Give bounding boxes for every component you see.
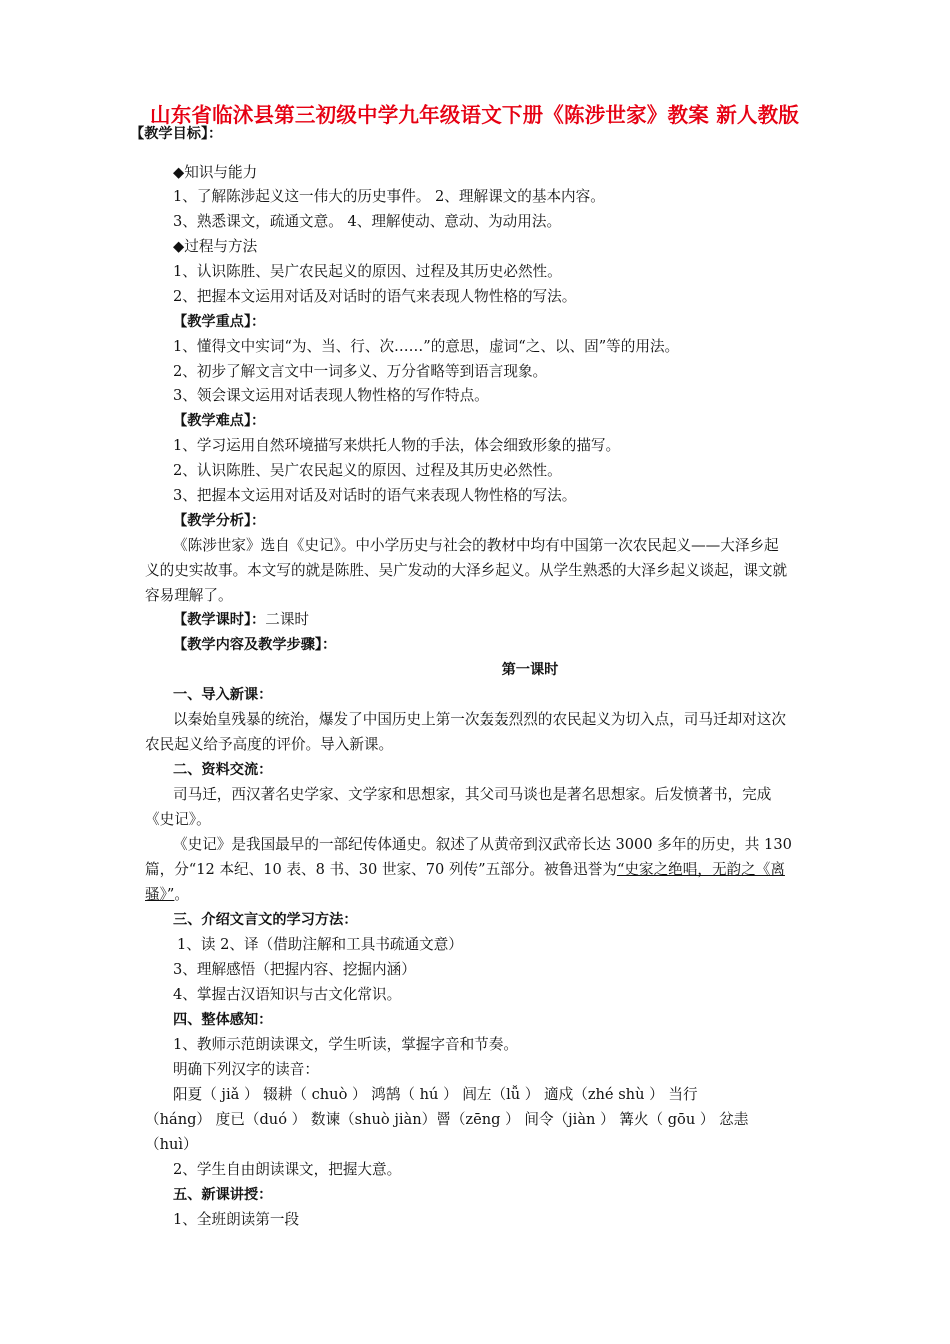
section-heading: 四、整体感知： [173, 1012, 273, 1028]
section-line: 明确下列汉字的读音： [173, 1061, 319, 1078]
section-line: 1、全班朗读第一段 [173, 1211, 300, 1228]
underlined-quote: 骚》” [145, 886, 175, 903]
hours-value: 二课时 [265, 611, 310, 628]
underlined-quote: “史家之绝唱，无韵之《离 [616, 861, 785, 878]
section-line: 司马迁，西汉著名史学家、文学家和思想家，其父司马谈也是著名思想家。后发愤著书，完成 [173, 786, 772, 803]
process-line: 2、把握本文运用对话及对话时的语气来表现人物性格的写法。 [173, 288, 577, 305]
keypoint-line: 2、初步了解文言文中一词多义、万分省略等到语言现象。 [173, 363, 548, 380]
section-text: 篇，分“12 本纪、10 表、8 书、30 世家、70 列传”五部分。被鲁迅誉为 [145, 861, 617, 878]
section-heading: 三、介绍文言文的学习方法： [173, 912, 358, 928]
section-line: 《史记》。 [145, 811, 211, 828]
pronunciation-line: （huì） [145, 1136, 198, 1153]
keypoint-line: 1、懂得文中实词“为、当、行、次……”的意思，虚词“之、以、固”等的用法。 [173, 338, 680, 355]
objective-line: 3、熟悉课文，疏通文意。 4、理解使动、意动、为动用法。 [173, 213, 562, 230]
section-line: 农民起义给予高度的评价。导入新课。 [145, 736, 394, 753]
process-line: 1、认识陈胜、吴广农民起义的原因、过程及其历史必然性。 [173, 263, 562, 280]
analysis-line: 容易理解了。 [145, 587, 233, 604]
section-line: 《史记》是我国最早的一部纪传体通史。叙述了从黄帝到汉武帝长达 3000 多年的历史，共 130 [173, 836, 792, 853]
objective-line: 1、了解陈涉起义这一伟大的历史事件。 2、理解课文的基本内容。 [173, 188, 605, 205]
analysis-line: 《陈涉世家》选自《史记》。中小学历史与社会的教材中均有中国第一次农民起义——大泽乡起 [173, 537, 779, 554]
process-heading: ◆过程与方法 [173, 238, 258, 255]
document-title: 山东省临沭县第三初级中学九年级语文下册《陈涉世家》教案 新人教版 [150, 103, 800, 127]
objectives-heading: 【教学目标】： [130, 126, 223, 142]
section-line: 1、读 2、译（借助注解和工具书疏通文意） [177, 936, 463, 953]
difficulty-line: 2、认识陈胜、吴广农民起义的原因、过程及其历史必然性。 [173, 462, 562, 479]
pronunciation-line: 阳夏（ jiǎ ） 辍耕（ chuò ） 鸿鹄（ hú ） 闾左（lǚ ） 適戍（zhé shù ） 当行 [173, 1086, 698, 1103]
section-line: 3、理解感悟（把握内容、挖掘内涵） [173, 961, 416, 978]
section-line: 2、学生自由朗读课文，把握大意。 [173, 1161, 402, 1178]
hours-heading: 【教学课时】： [173, 612, 266, 628]
difficulty-line: 1、学习运用自然环境描写来烘托人物的手法，体会细致形象的描写。 [173, 437, 621, 454]
analysis-line: 义的史实故事。本文写的就是陈胜、吴广发动的大泽乡起义。从学生熟悉的大泽乡起义谈起，课文就 [145, 562, 788, 579]
section-line: 1、教师示范朗读课文，学生听读，掌握字音和节奏。 [173, 1036, 518, 1053]
difficulties-heading: 【教学难点】： [173, 413, 266, 429]
section-line [145, 885, 189, 905]
section-heading: 五、新课讲授： [173, 1187, 273, 1203]
section-heading: 二、资料交流： [173, 762, 273, 778]
content-heading: 【教学内容及教学步骤】： [173, 637, 337, 653]
keypoints-heading: 【教学重点】： [173, 314, 266, 330]
knowledge-heading: ◆知识与能力 [173, 164, 258, 181]
lesson-title: 第一课时 [501, 662, 559, 678]
section-line: 4、掌握古汉语知识与古文化常识。 [173, 986, 402, 1003]
hours-row [173, 610, 309, 630]
section-line [145, 860, 785, 880]
difficulty-line: 3、把握本文运用对话及对话时的语气来表现人物性格的写法。 [173, 487, 577, 504]
keypoint-line: 3、领会课文运用对话表现人物性格的写作特点。 [173, 387, 489, 404]
section-text: 。 [174, 886, 189, 903]
section-heading: 一、导入新课： [173, 687, 273, 703]
section-line: 以秦始皇残暴的统治，爆发了中国历史上第一次轰轰烈烈的农民起义为切入点，司马迁却对这次 [173, 711, 786, 728]
pronunciation-line: （háng） 度已（duó ） 数谏（shuò jiàn）罾（zēng ） 间令（jiàn ） 篝火（ gōu ） 忿恚 [145, 1111, 749, 1128]
analysis-heading: 【教学分析】： [173, 513, 266, 529]
